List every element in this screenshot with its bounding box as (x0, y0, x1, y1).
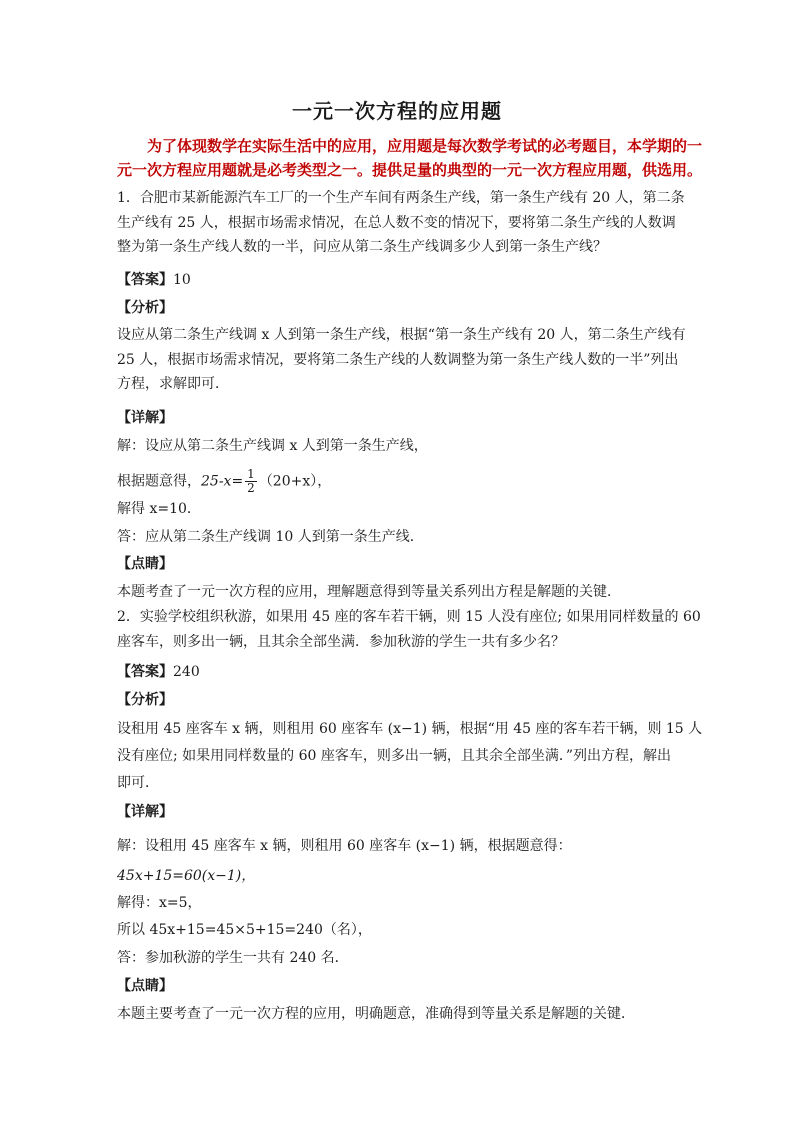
problem-1-detail-line-1: 解：设应从第二条生产线调 x 人到第一条生产线， (117, 438, 428, 454)
analysis-line: 方程，求解即可． (117, 376, 229, 392)
answer-label: 【答案】 (117, 664, 173, 680)
equation-right: （20+x）， (258, 473, 332, 490)
problem-1-detail-line-4: 答：应从第二条生产线调 10 人到第一条生产线． (117, 529, 424, 545)
question-line: 座客车，则多出一辆，且其余全部坐满．参加秋游的学生一共有多少名？ (117, 633, 565, 650)
problem-1-detail-label: 【详解】 (117, 410, 173, 426)
intro-paragraph (117, 134, 703, 182)
problem-2-detail-conclusion: 答：参加秋游的学生一共有 240 名． (117, 950, 349, 966)
analysis-line: 没有座位; 如果用同样数量的 60 座客车，则多出一辆，且其余全部坐满．”列出方程，解出 (117, 748, 672, 764)
fraction-denominator: 2 (247, 481, 255, 495)
problem-1-comment-label: 【点睛】 (117, 556, 173, 572)
analysis-line: 25 人，根据市场需求情况，要将第二条生产线的人数调整为第一条生产线人数的一半”列出 (117, 351, 679, 368)
problem-2-question (117, 605, 701, 654)
question-line: 生产线有 25 人，根据市场需求情况，在总人数不变的情况下，要将第二条生产线的人数调 (117, 214, 676, 231)
problem-2-detail-computation: 所以 45x+15=45×5+15=240（名）， (117, 922, 372, 938)
problem-1-analysis-label: 【分析】 (117, 300, 173, 316)
problem-2-detail-solution: 解得：x=5， (117, 895, 202, 911)
problem-2-answer (117, 660, 682, 685)
analysis-line: 设租用 45 座客车 x 辆，则租用 60 座客车 (x−1) 辆，根据“用 45 座的客车若干辆，则 15 人 (117, 721, 703, 737)
answer-value: 240 (173, 664, 200, 680)
problem-2-comment: 本题主要考查了一元一次方程的应用，明确题意，准确得到等量关系是解题的关键． (117, 1006, 635, 1022)
problem-1-question (117, 186, 685, 260)
analysis-line: 设应从第二条生产线调 x 人到第一条生产线，根据“第一条生产线有 20 人，第二条生产线有 (117, 327, 686, 343)
answer-value: 10 (173, 272, 191, 288)
problem-2-analysis (117, 716, 703, 797)
question-line: 1．合肥市某新能源汽车工厂的一个生产车间有两条生产线，第一条生产线有 20 人，第二条 (117, 190, 685, 206)
question-line: 整为第一条生产线人数的一半，问应从第二条生产线调多少人到第一条生产线？ (117, 239, 607, 255)
question-line: 2．实验学校组织秋游，如果用 45 座的客车若干辆，则 15 人没有座位; 如果用同样数量的 60 (117, 609, 701, 625)
equation-prefix: 根据题意得， (117, 473, 201, 490)
problem-1-answer (117, 268, 682, 293)
equation-left: 25-x= (201, 473, 244, 490)
analysis-line: 即可． (117, 775, 159, 791)
problem-2-detail-line-1: 解：设租用 45 座客车 x 辆，则租用 60 座客车 (x−1) 辆，根据题意得： (117, 838, 572, 854)
problem-1-comment: 本题考查了一元一次方程的应用，理解题意得到等量关系列出方程是解题的关键． (117, 584, 621, 600)
intro-line-2: 元一次方程应用题就是必考类型之一。提供足量的典型的一元一次方程应用题，供选用。 (117, 161, 703, 179)
problem-2-comment-label: 【点睛】 (117, 978, 173, 994)
problem-1-detail-equation (117, 468, 682, 495)
fraction-numerator: 1 (247, 467, 255, 481)
problem-2-detail-label: 【详解】 (117, 804, 173, 820)
answer-label: 【答案】 (117, 272, 173, 288)
problem-1-detail-line-3: 解得 x=10． (117, 501, 201, 517)
fraction-one-half (245, 468, 257, 495)
page-title: 一元一次方程的应用题 (292, 99, 502, 123)
problem-2-analysis-label: 【分析】 (117, 692, 173, 708)
intro-line-1: 为了体现数学在实际生活中的应用，应用题是每次数学考试的必考题目，本学期的一 (147, 137, 703, 155)
problem-1-analysis (117, 323, 686, 397)
problem-2-detail-equation: 45x+15=60(x−1)， (117, 868, 256, 884)
